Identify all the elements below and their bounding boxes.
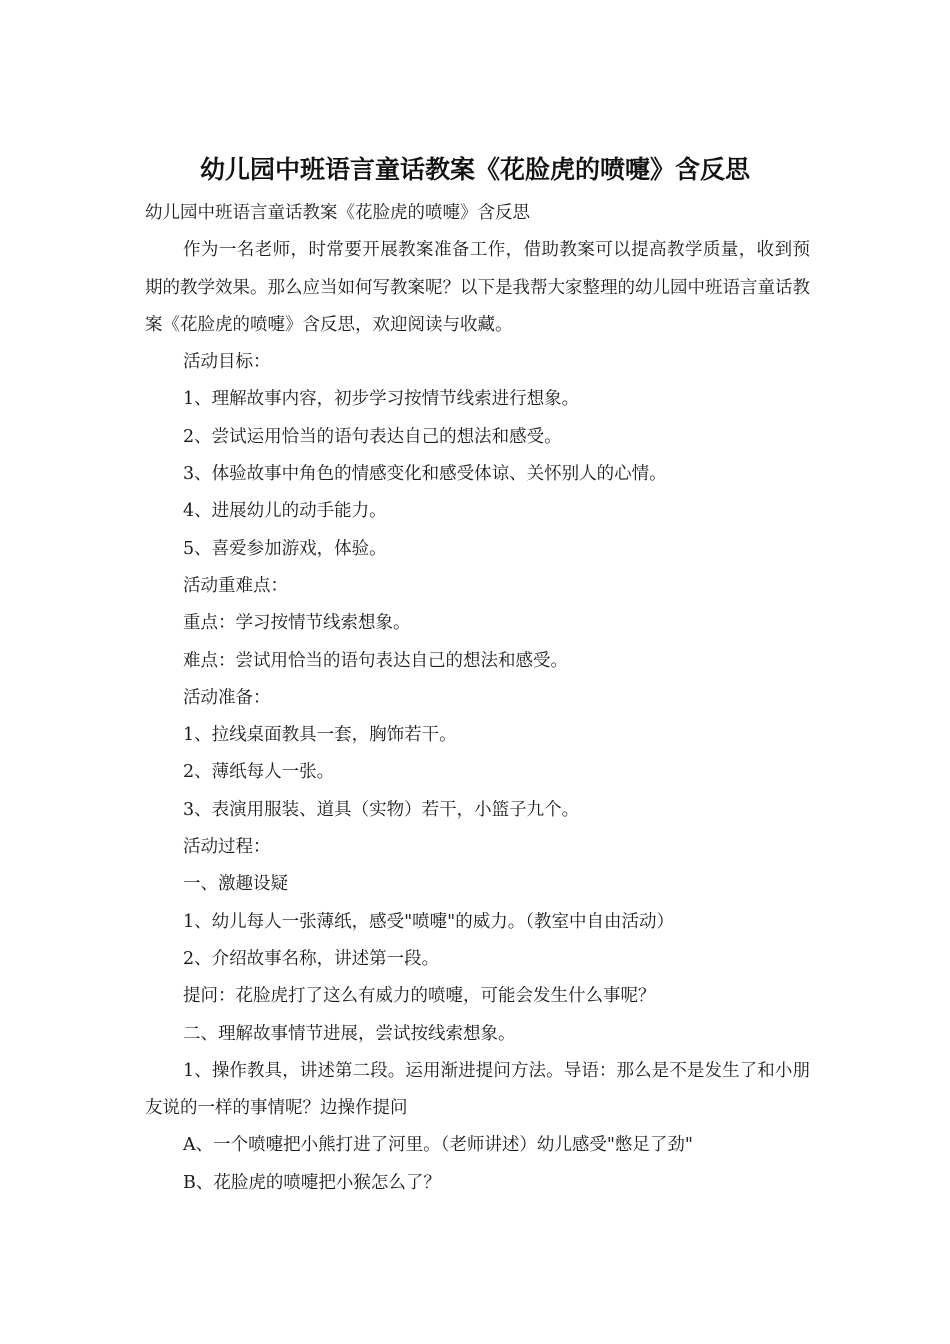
- goal-item: 3、体验故事中角色的情感变化和感受体谅、关怀别人的心情。: [183, 464, 667, 485]
- goal-item: 4、进展幼儿的动手能力。: [183, 501, 387, 522]
- process-step: 1、操作教具，讲述第二段。运用渐进提问方法。导语：那么是不是发生了和小朋友说的一样的事情呢？边操作提问: [145, 1060, 810, 1119]
- process-step: 提问：花脸虎打了这么有威力的喷嚏，可能会发生什么事呢？: [183, 986, 656, 1007]
- process-step: B、花脸虎的喷嚏把小猴怎么了？: [183, 1172, 441, 1193]
- document-body: [145, 195, 810, 1202]
- process-step: 一、激趣设疑: [183, 874, 288, 895]
- section-heading-key-points: 活动重难点：: [183, 575, 288, 596]
- intro-paragraph: 作为一名老师，时常要开展教案准备工作，借助教案可以提高教学质量，收到预期的教学效果。那么应当如何写教案呢？以下是我帮大家整理的幼儿园中班语言童话教案《花脸虎的喷嚏》含反思，欢迎阅读与收藏。: [145, 240, 810, 335]
- section-heading-goals: 活动目标：: [183, 352, 271, 373]
- key-point-item: 难点：尝试用恰当的语句表达自己的想法和感受。: [183, 650, 568, 671]
- goal-item: 5、喜爱参加游戏，体验。: [183, 538, 387, 559]
- document-title: 幼儿园中班语言童话教案《花脸虎的喷嚏》含反思: [199, 155, 750, 184]
- key-point-item: 重点：学习按情节线索想象。: [183, 613, 411, 634]
- preparation-item: 3、表演用服装、道具（实物）若干，小篮子九个。: [183, 799, 580, 820]
- process-step: A、一个喷嚏把小熊打进了河里。（老师讲述）幼儿感受"憋足了劲": [183, 1135, 693, 1156]
- goal-item: 1、理解故事内容，初步学习按情节线索进行想象。: [183, 389, 580, 410]
- process-step: 2、介绍故事名称，讲述第一段。: [183, 948, 440, 969]
- process-step: 1、幼儿每人一张薄纸，感受"喷嚏"的威力。（教室中自由活动）: [183, 911, 674, 932]
- section-heading-preparation: 活动准备：: [183, 687, 271, 708]
- process-step: 二、理解故事情节进展，尝试按线索想象。: [183, 1023, 516, 1044]
- section-heading-process: 活动过程：: [183, 837, 271, 858]
- preparation-item: 2、薄纸每人一张。: [183, 762, 335, 783]
- goal-item: 2、尝试运用恰当的语句表达自己的想法和感受。: [183, 426, 562, 447]
- subtitle-paragraph: 幼儿园中班语言童话教案《花脸虎的喷嚏》含反思: [145, 203, 530, 223]
- preparation-item: 1、拉线桌面教具一套，胸饰若干。: [183, 725, 457, 746]
